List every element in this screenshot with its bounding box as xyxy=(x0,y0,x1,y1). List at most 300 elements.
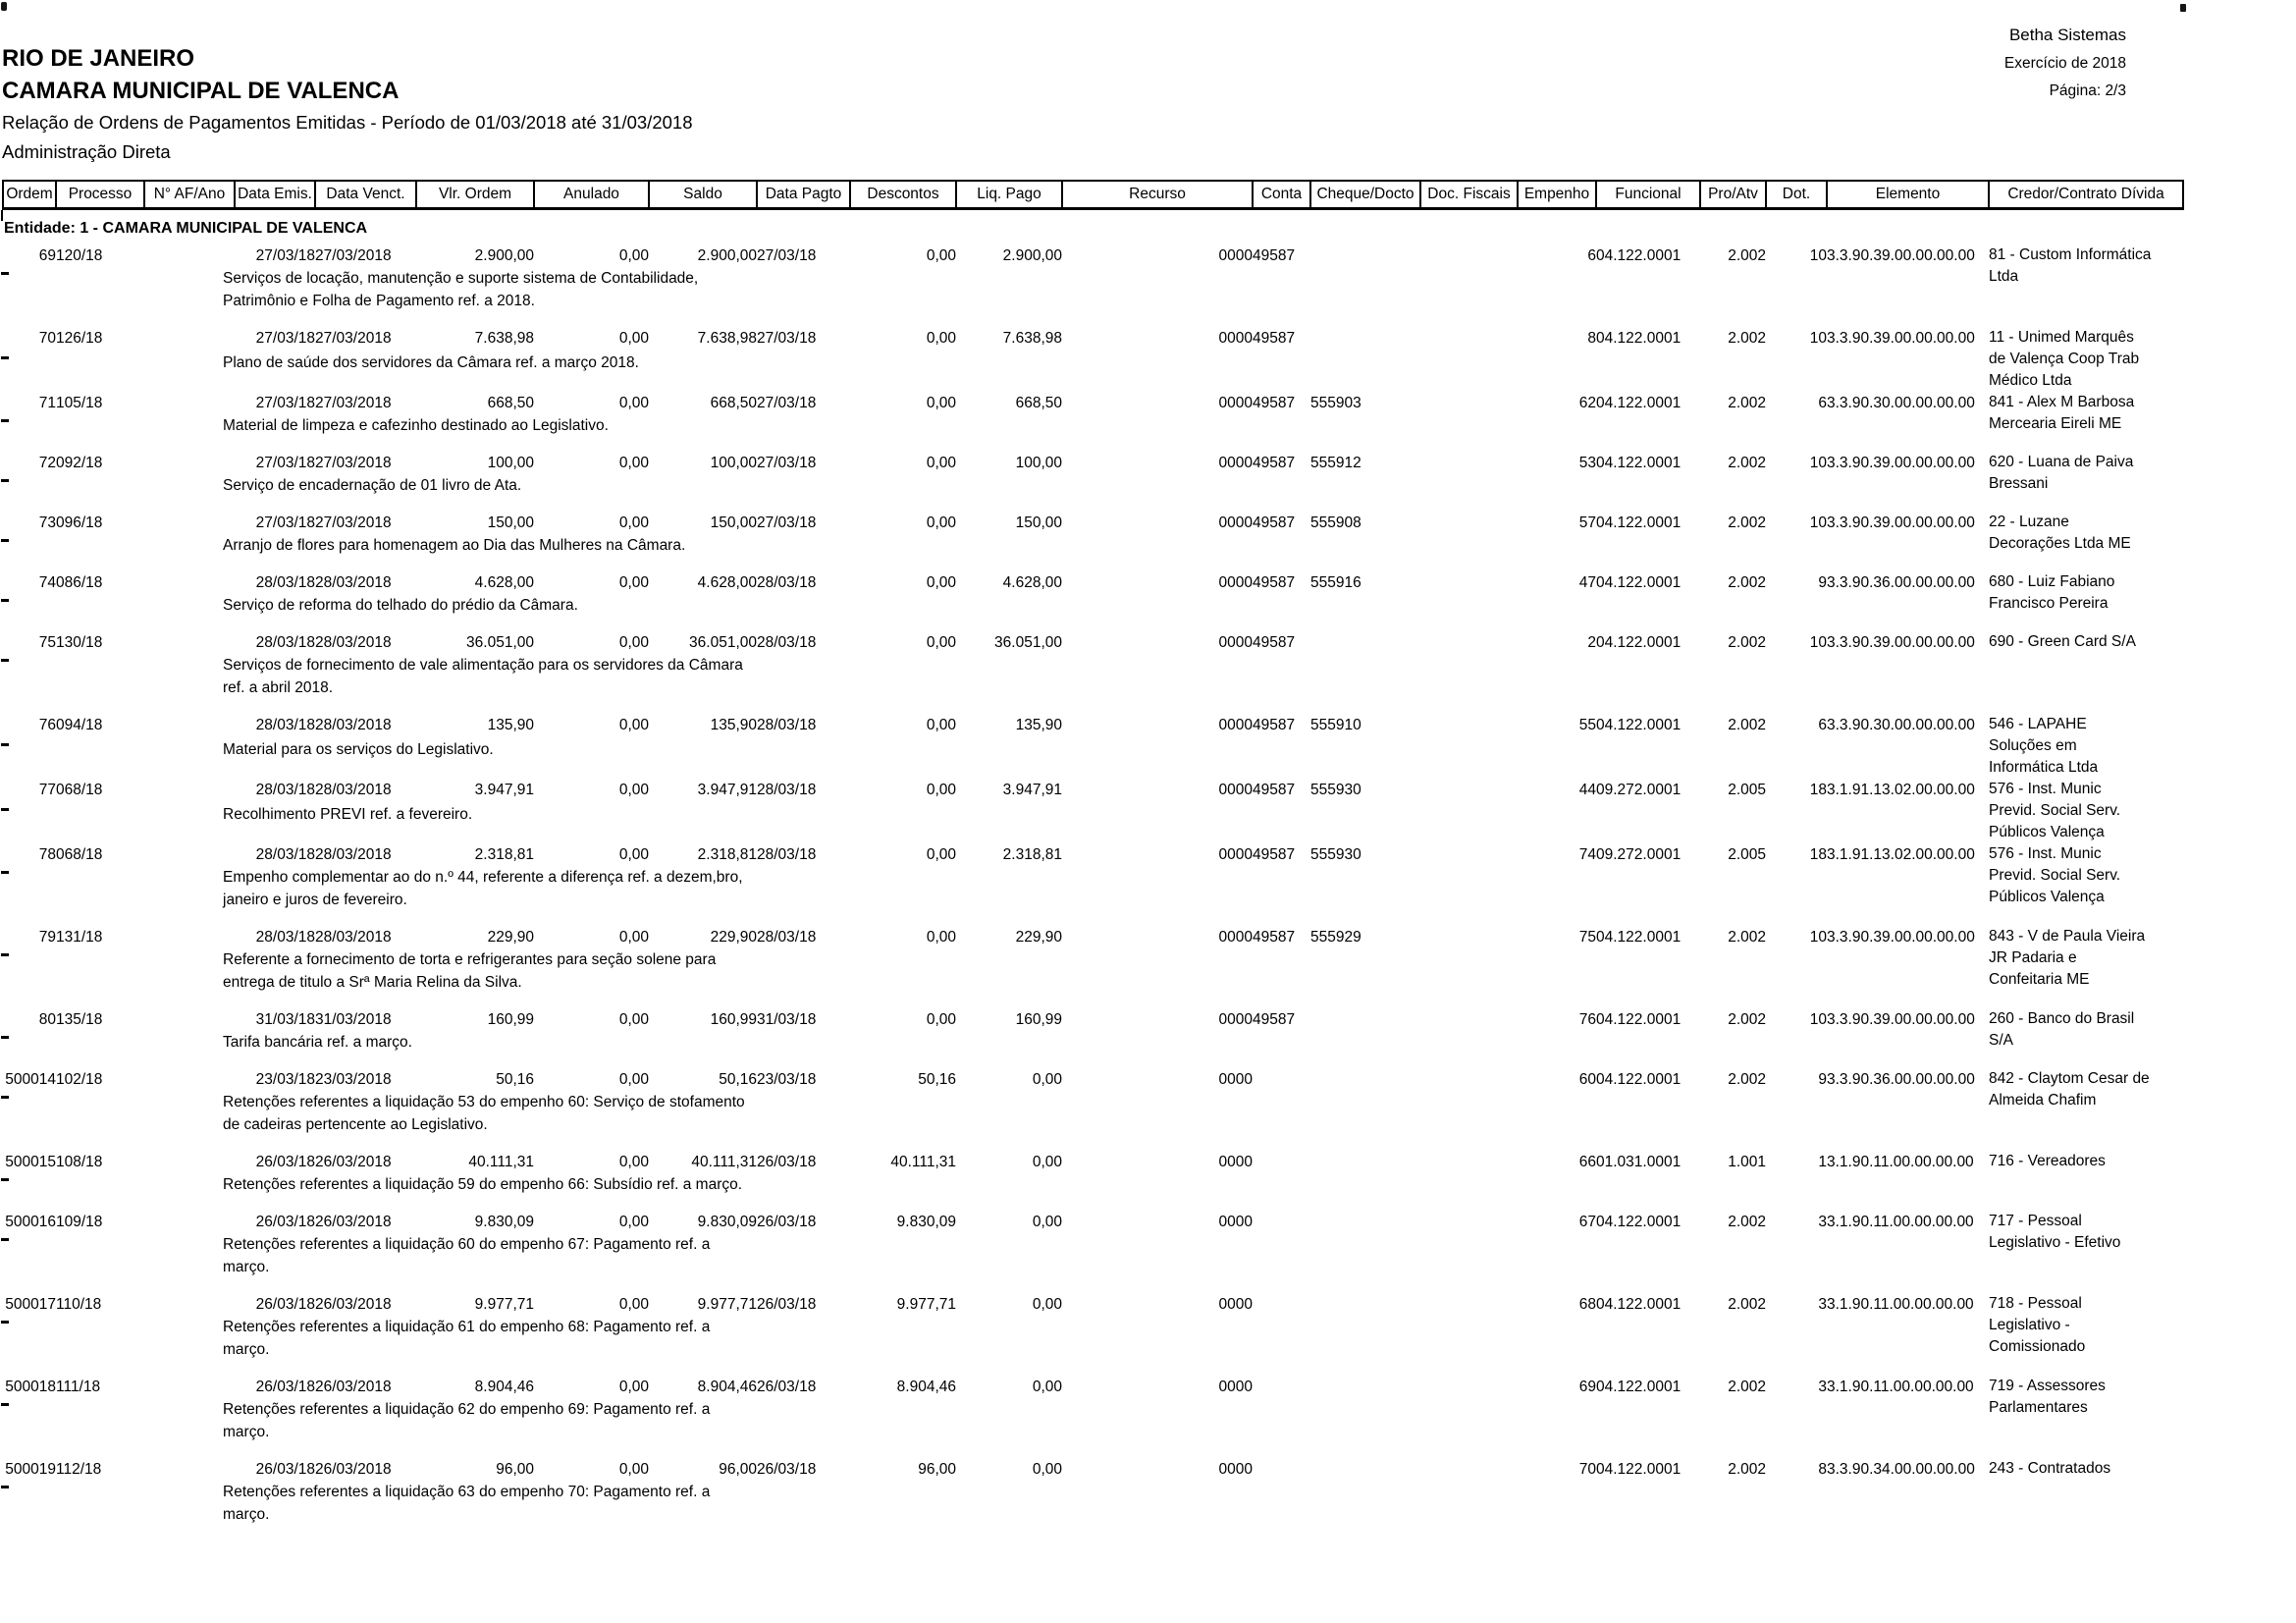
record-description-row xyxy=(3,1173,2183,1211)
cell-elemento: 3.3.90.36.00.00.00.00 xyxy=(1827,574,1975,591)
creditor-name: 576 - Inst. Munic Previd. Social Serv. Públicos Valença xyxy=(1989,781,2121,840)
header-organization: CAMARA MUNICIPAL DE VALENCA xyxy=(2,78,400,104)
cell-funcional: 04.122.0001 xyxy=(1596,1461,1682,1478)
cell-funcional: 04.122.0001 xyxy=(1596,634,1682,651)
cell-af_ano xyxy=(144,327,235,352)
cell-liq_pago: 0,00 xyxy=(1032,1154,1062,1170)
cell-empenho: 66 xyxy=(1578,1154,1596,1170)
cell-credor xyxy=(1989,512,2183,571)
cell-description xyxy=(144,1091,1989,1151)
record-description-row xyxy=(3,803,2183,843)
column-header-anulado: Anulado xyxy=(534,181,649,209)
cell-ordem: 500015 xyxy=(5,1154,56,1170)
cell-processo: 130/18 xyxy=(56,634,103,651)
creditor-name: 690 - Green Card S/A xyxy=(1989,633,2136,650)
cell-empenho: 2 xyxy=(1587,634,1596,651)
cell-anulado: 0,00 xyxy=(618,1379,649,1395)
record-description-row xyxy=(3,866,2183,926)
cell-dot: 6 xyxy=(1818,395,1827,411)
cell-dot: 10 xyxy=(1809,330,1827,347)
cell-doc_fiscais xyxy=(1420,512,1518,534)
cell-funcional: 04.122.0001 xyxy=(1596,717,1682,733)
cell-ordem: 72 xyxy=(38,455,56,471)
cell-conta xyxy=(1253,1293,1310,1316)
cell-pro_atv: 2.002 xyxy=(1728,574,1766,591)
cell-processo: 092/18 xyxy=(56,455,103,471)
cell-description xyxy=(144,948,1989,1008)
creditor-name: 716 - Vereadores xyxy=(1989,1153,2106,1169)
cell-recurso: 0000 xyxy=(1218,574,1253,591)
cell-description xyxy=(144,1481,1989,1541)
cell-data_pagto: 27/03/18 xyxy=(757,247,817,264)
cell-elemento: 3.3.90.39.00.00.00.00 xyxy=(1827,247,1975,264)
cell-data_venct: 26/03/2018 xyxy=(315,1214,392,1230)
cell-funcional: 04.122.0001 xyxy=(1596,929,1682,946)
cell-data_emis: 27/03/18 xyxy=(255,247,315,264)
vendor-name: Betha Sistemas xyxy=(2008,26,2126,44)
row-left-tick xyxy=(3,1398,144,1458)
cell-description xyxy=(144,534,1989,571)
cell-credor xyxy=(1989,452,2183,512)
cell-af_ano xyxy=(144,1068,235,1091)
cell-description xyxy=(144,352,1989,392)
cell-dot: 6 xyxy=(1818,717,1827,733)
record-description: Material para os serviços do Legislativo. xyxy=(223,740,494,758)
cell-data_pagto: 28/03/18 xyxy=(757,782,817,798)
record-description-row xyxy=(3,738,2183,779)
cell-saldo: 135,90 xyxy=(710,717,757,733)
cell-elemento: 3.1.90.11.00.00.00.00 xyxy=(1827,1379,1974,1395)
row-left-tick xyxy=(3,738,144,779)
record-description: Serviço de encadernação de 01 livro de Ata. xyxy=(223,477,522,494)
column-header-processo: Processo xyxy=(56,181,144,209)
cell-processo: 109/18 xyxy=(56,1214,103,1230)
record-description: Serviços de locação, manutenção e suporte sistema de Contabilidade, Patrimônio e Folha de Pagamento ref. a 2018. xyxy=(223,270,699,309)
cell-description xyxy=(144,1173,1989,1211)
cell-empenho: 69 xyxy=(1578,1379,1596,1395)
row-left-tick xyxy=(3,474,144,512)
cell-recurso: 0000 xyxy=(1218,1214,1253,1230)
cell-liq_pago: 2.318,81 xyxy=(1002,846,1062,863)
cell-dot: 18 xyxy=(1809,846,1827,863)
cell-processo: 112/18 xyxy=(56,1461,102,1478)
column-header-doc_fiscais: Doc. Fiscais xyxy=(1420,181,1518,209)
cell-dot: 8 xyxy=(1818,1461,1827,1478)
cell-pro_atv: 2.002 xyxy=(1728,455,1766,471)
cell-ordem: 71 xyxy=(38,395,56,411)
cell-description xyxy=(144,866,1989,926)
cell-data_emis: 26/03/18 xyxy=(255,1461,315,1478)
cell-dot: 1 xyxy=(1818,1154,1827,1170)
column-header-saldo: Saldo xyxy=(649,181,757,209)
cell-description xyxy=(144,1031,1989,1068)
cell-credor xyxy=(1989,926,2183,1008)
cell-empenho: 76 xyxy=(1578,1011,1596,1028)
cell-doc_fiscais xyxy=(1420,714,1518,738)
cell-saldo: 4.628,00 xyxy=(697,574,757,591)
record-row xyxy=(3,244,2183,267)
record-description: Retenções referentes a liquidação 59 do empenho 66: Subsídio ref. a março. xyxy=(223,1176,743,1193)
cell-ordem: 78 xyxy=(38,846,56,863)
cell-pro_atv: 2.002 xyxy=(1728,1461,1766,1478)
cell-elemento: 3.3.90.39.00.00.00.00 xyxy=(1827,514,1975,531)
cell-af_ano xyxy=(144,571,235,594)
cell-doc_fiscais xyxy=(1420,1211,1518,1233)
cell-funcional: 04.122.0001 xyxy=(1596,1214,1682,1230)
record-description: Arranjo de flores para homenagem ao Dia das Mulheres na Câmara. xyxy=(223,537,686,554)
cell-data_emis: 28/03/18 xyxy=(255,574,315,591)
cell-processo: 110/18 xyxy=(56,1296,102,1313)
creditor-name: 843 - V de Paula Vieira JR Padaria e Confeitaria ME xyxy=(1989,928,2146,988)
cell-data_pagto: 28/03/18 xyxy=(757,846,817,863)
cell-saldo: 50,16 xyxy=(719,1071,757,1088)
record-description: Empenho complementar ao do n.º 44, referente a diferença ref. a dezem,bro, janeiro e juros de fevereiro. xyxy=(223,869,743,908)
cell-credor xyxy=(1989,1458,2183,1541)
cell-descontos: 0,00 xyxy=(926,574,956,591)
cell-empenho: 55 xyxy=(1578,717,1596,733)
cell-data_emis: 28/03/18 xyxy=(255,782,315,798)
cell-liq_pago: 100,00 xyxy=(1015,455,1062,471)
cell-processo: 105/18 xyxy=(56,395,103,411)
cell-conta xyxy=(1253,1376,1310,1398)
cell-data_venct: 27/03/2018 xyxy=(315,514,392,531)
cell-af_ano xyxy=(144,1008,235,1031)
cell-pro_atv: 2.002 xyxy=(1728,1296,1766,1313)
page-number: Página: 2/3 xyxy=(2049,82,2126,99)
cell-elemento: 3.3.90.36.00.00.00.00 xyxy=(1827,1071,1975,1088)
record-description: Serviço de reforma do telhado do prédio da Câmara. xyxy=(223,597,578,614)
cell-dot: 10 xyxy=(1809,514,1827,531)
cell-ordem: 73 xyxy=(38,514,56,531)
record-description-row xyxy=(3,948,2183,1008)
cell-empenho: 70 xyxy=(1578,1461,1596,1478)
cell-anulado: 0,00 xyxy=(618,846,649,863)
cell-data_venct: 28/03/2018 xyxy=(315,846,392,863)
cell-data_venct: 28/03/2018 xyxy=(315,929,392,946)
cell-data_emis: 26/03/18 xyxy=(255,1214,315,1230)
cell-empenho: 68 xyxy=(1578,1296,1596,1313)
cell-saldo: 100,00 xyxy=(710,455,757,471)
cell-recurso: 0000 xyxy=(1218,1071,1253,1088)
cell-doc_fiscais xyxy=(1420,327,1518,352)
cell-saldo: 2.900,00 xyxy=(697,247,757,264)
cell-saldo: 40.111,31 xyxy=(691,1154,757,1170)
cell-data_pagto: 28/03/18 xyxy=(757,929,817,946)
cell-descontos: 0,00 xyxy=(926,846,956,863)
cell-conta: 49587 xyxy=(1253,634,1296,651)
cell-conta: 49587 xyxy=(1253,455,1296,471)
cell-ordem: 77 xyxy=(38,782,56,798)
cell-af_ano xyxy=(144,926,235,948)
cell-funcional: 04.122.0001 xyxy=(1596,1296,1682,1313)
cell-credor xyxy=(1989,631,2183,714)
cell-funcional: 04.122.0001 xyxy=(1596,1011,1682,1028)
cell-data_venct: 27/03/2018 xyxy=(315,455,392,471)
row-left-tick xyxy=(3,534,144,571)
cell-processo: 068/18 xyxy=(56,846,103,863)
cell-ordem: 76 xyxy=(38,717,56,733)
cell-conta: 49587 xyxy=(1253,846,1296,863)
cell-data_pagto: 26/03/18 xyxy=(757,1461,817,1478)
cell-dot: 10 xyxy=(1809,247,1827,264)
column-header-credor: Credor/Contrato Dívida xyxy=(1989,181,2183,209)
cell-description xyxy=(144,1233,1989,1293)
cell-data_pagto: 23/03/18 xyxy=(757,1071,817,1088)
cell-dot: 10 xyxy=(1809,634,1827,651)
record-row xyxy=(3,452,2183,474)
row-left-tick xyxy=(3,1031,144,1068)
cell-conta xyxy=(1253,1068,1310,1091)
cell-dot: 9 xyxy=(1818,574,1827,591)
cell-processo: 126/18 xyxy=(56,330,103,347)
cell-af_ano xyxy=(144,392,235,414)
record-row xyxy=(3,1151,2183,1173)
record-row xyxy=(3,1458,2183,1481)
cell-processo: 086/18 xyxy=(56,574,103,591)
column-header-pro_atv: Pro/Atv xyxy=(1700,181,1766,209)
cell-conta xyxy=(1253,1211,1310,1233)
cell-cheque: 555912 xyxy=(1310,455,1362,471)
row-left-tick xyxy=(3,803,144,843)
cell-data_pagto: 28/03/18 xyxy=(757,574,817,591)
cell-data_emis: 28/03/18 xyxy=(255,634,315,651)
column-header-cheque: Cheque/Docto xyxy=(1310,181,1420,209)
creditor-name: 576 - Inst. Munic Previd. Social Serv. Públicos Valença xyxy=(1989,845,2121,905)
creditor-name: 717 - Pessoal Legislativo - Efetivo xyxy=(1989,1213,2121,1251)
record-description: Retenções referentes a liquidação 61 do empenho 68: Pagamento ref. a março. xyxy=(223,1319,711,1358)
cell-anulado: 0,00 xyxy=(618,395,649,411)
cell-liq_pago: 7.638,98 xyxy=(1002,330,1062,347)
cell-liq_pago: 135,90 xyxy=(1015,717,1062,733)
record-description-row xyxy=(3,1233,2183,1293)
cell-saldo: 150,00 xyxy=(710,514,757,531)
row-left-tick xyxy=(3,1481,144,1541)
creditor-name: 11 - Unimed Marquês de Valença Coop Trab Médico Ltda xyxy=(1989,329,2140,389)
cell-doc_fiscais xyxy=(1420,392,1518,414)
cell-description xyxy=(144,414,1989,452)
cell-empenho: 62 xyxy=(1578,395,1596,411)
cell-dot: 3 xyxy=(1818,1379,1827,1395)
cell-anulado: 0,00 xyxy=(618,455,649,471)
cell-funcional: 04.122.0001 xyxy=(1596,247,1682,264)
record-description-row xyxy=(3,352,2183,392)
cell-pro_atv: 1.001 xyxy=(1728,1154,1766,1170)
cell-empenho: 60 xyxy=(1578,1071,1596,1088)
cell-ordem: 70 xyxy=(38,330,56,347)
cell-dot: 10 xyxy=(1809,1011,1827,1028)
cell-recurso: 0000 xyxy=(1218,846,1253,863)
cell-processo: 102/18 xyxy=(56,1071,103,1088)
cell-anulado: 0,00 xyxy=(618,1071,649,1088)
cell-vlr_ordem: 3.947,91 xyxy=(474,782,534,798)
creditor-name: 620 - Luana de Paiva Bressani xyxy=(1989,454,2134,492)
cell-credor xyxy=(1989,1068,2183,1151)
payment-orders-table xyxy=(2,180,2184,1541)
cell-descontos: 8.904,46 xyxy=(896,1379,956,1395)
cell-descontos: 0,00 xyxy=(926,782,956,798)
cell-cheque xyxy=(1310,1151,1420,1173)
cell-dot: 9 xyxy=(1818,1071,1827,1088)
cell-cheque: 555916 xyxy=(1310,574,1362,591)
cell-processo: 068/18 xyxy=(56,782,103,798)
cell-processo: 135/18 xyxy=(56,1011,103,1028)
cell-processo: 120/18 xyxy=(56,247,103,264)
cell-liq_pago: 0,00 xyxy=(1032,1461,1062,1478)
cell-af_ano xyxy=(144,631,235,654)
cell-recurso: 0000 xyxy=(1218,782,1253,798)
cell-conta xyxy=(1253,1151,1310,1173)
cell-data_pagto: 28/03/18 xyxy=(757,634,817,651)
cell-description xyxy=(144,267,1989,327)
cell-vlr_ordem: 9.830,09 xyxy=(474,1214,534,1230)
cell-elemento: 3.3.90.39.00.00.00.00 xyxy=(1827,929,1975,946)
cell-anulado: 0,00 xyxy=(618,247,649,264)
cell-descontos: 0,00 xyxy=(926,247,956,264)
cell-dot: 18 xyxy=(1809,782,1827,798)
cell-anulado: 0,00 xyxy=(618,1154,649,1170)
cell-conta: 49587 xyxy=(1253,574,1296,591)
cell-credor xyxy=(1989,392,2183,452)
cell-empenho: 6 xyxy=(1587,247,1596,264)
cell-descontos: 9.830,09 xyxy=(896,1214,956,1230)
record-row xyxy=(3,327,2183,352)
cell-data_pagto: 26/03/18 xyxy=(757,1214,817,1230)
record-description: Tarifa bancária ref. a março. xyxy=(223,1034,412,1051)
record-row xyxy=(3,779,2183,803)
cell-vlr_ordem: 36.051,00 xyxy=(466,634,534,651)
cell-doc_fiscais xyxy=(1420,1293,1518,1316)
cell-description xyxy=(144,474,1989,512)
cell-doc_fiscais xyxy=(1420,1008,1518,1031)
cell-data_pagto: 31/03/18 xyxy=(757,1011,817,1028)
cell-anulado: 0,00 xyxy=(618,330,649,347)
record-row xyxy=(3,1008,2183,1031)
cell-vlr_ordem: 8.904,46 xyxy=(474,1379,534,1395)
cell-data_pagto: 28/03/18 xyxy=(757,717,817,733)
cell-anulado: 0,00 xyxy=(618,634,649,651)
row-left-tick xyxy=(3,1233,144,1293)
record-row xyxy=(3,714,2183,738)
record-description: Plano de saúde dos servidores da Câmara ref. a março 2018. xyxy=(223,353,639,371)
cell-anulado: 0,00 xyxy=(618,717,649,733)
cell-af_ano xyxy=(144,452,235,474)
cell-anulado: 0,00 xyxy=(618,1214,649,1230)
cell-cheque xyxy=(1310,327,1420,352)
cell-liq_pago: 229,90 xyxy=(1015,929,1062,946)
cell-pro_atv: 2.002 xyxy=(1728,1214,1766,1230)
cell-doc_fiscais xyxy=(1420,926,1518,948)
cell-recurso: 0000 xyxy=(1218,1154,1253,1170)
cell-funcional: 04.122.0001 xyxy=(1596,574,1682,591)
cell-description xyxy=(144,654,1989,714)
column-header-funcional: Funcional xyxy=(1596,181,1700,209)
cell-liq_pago: 0,00 xyxy=(1032,1214,1062,1230)
cell-cheque xyxy=(1310,1068,1420,1091)
cell-doc_fiscais xyxy=(1420,631,1518,654)
column-header-data_venct: Data Venct. xyxy=(315,181,416,209)
cell-cheque: 555930 xyxy=(1310,782,1362,798)
cell-af_ano xyxy=(144,843,235,866)
cell-ordem: 69 xyxy=(38,247,56,264)
cell-descontos: 40.111,31 xyxy=(890,1154,956,1170)
cell-empenho: 74 xyxy=(1578,846,1596,863)
cell-data_venct: 27/03/2018 xyxy=(315,330,392,347)
cell-descontos: 0,00 xyxy=(926,330,956,347)
cell-cheque xyxy=(1310,1293,1420,1316)
row-left-tick xyxy=(3,414,144,452)
cell-saldo: 9.977,71 xyxy=(697,1296,757,1313)
cell-saldo: 8.904,46 xyxy=(697,1379,757,1395)
cell-ordem: 75 xyxy=(38,634,56,651)
cell-conta: 49587 xyxy=(1253,1011,1296,1028)
cell-doc_fiscais xyxy=(1420,843,1518,866)
cell-data_emis: 23/03/18 xyxy=(255,1071,315,1088)
row-left-tick xyxy=(3,594,144,631)
cell-doc_fiscais xyxy=(1420,779,1518,803)
cell-dot: 3 xyxy=(1818,1214,1827,1230)
cell-recurso: 0000 xyxy=(1218,1011,1253,1028)
cell-vlr_ordem: 135,90 xyxy=(487,717,534,733)
cell-saldo: 36.051,00 xyxy=(689,634,757,651)
cell-empenho: 57 xyxy=(1578,514,1596,531)
column-header-recurso: Recurso xyxy=(1062,181,1253,209)
cell-cheque xyxy=(1310,244,1420,267)
cell-descontos: 0,00 xyxy=(926,395,956,411)
report-admin-scope: Administração Direta xyxy=(2,141,171,162)
cell-saldo: 3.947,91 xyxy=(697,782,757,798)
entity-line: Entidade: 1 - CAMARA MUNICIPAL DE VALENCA xyxy=(3,209,2183,245)
cell-processo: 094/18 xyxy=(56,717,103,733)
cell-conta: 49587 xyxy=(1253,929,1296,946)
row-left-tick xyxy=(3,1173,144,1211)
cell-ordem: 500019 xyxy=(5,1461,56,1478)
cell-elemento: 3.1.91.13.02.00.00.00 xyxy=(1827,846,1975,863)
cell-descontos: 0,00 xyxy=(926,455,956,471)
record-row xyxy=(3,1211,2183,1233)
cell-elemento: 3.1.90.11.00.00.00.00 xyxy=(1827,1296,1974,1313)
cell-elemento: 3.3.90.30.00.00.00.00 xyxy=(1827,395,1975,411)
cell-vlr_ordem: 50,16 xyxy=(496,1071,534,1088)
cell-liq_pago: 4.628,00 xyxy=(1002,574,1062,591)
record-row xyxy=(3,512,2183,534)
cell-anulado: 0,00 xyxy=(618,514,649,531)
cell-data_venct: 26/03/2018 xyxy=(315,1154,392,1170)
column-header-vlr_ordem: Vlr. Ordem xyxy=(416,181,534,209)
cell-recurso: 0000 xyxy=(1218,1461,1253,1478)
cell-processo: 108/18 xyxy=(56,1154,103,1170)
cell-empenho: 75 xyxy=(1578,929,1596,946)
cell-processo: 131/18 xyxy=(56,929,103,946)
cell-funcional: 09.272.0001 xyxy=(1596,846,1682,863)
cell-data_emis: 27/03/18 xyxy=(255,330,315,347)
cell-ordem: 500014 xyxy=(5,1071,56,1088)
cell-pro_atv: 2.002 xyxy=(1728,1071,1766,1088)
cell-pro_atv: 2.002 xyxy=(1728,247,1766,264)
cell-saldo: 9.830,09 xyxy=(697,1214,757,1230)
cell-data_emis: 26/03/18 xyxy=(255,1296,315,1313)
row-left-tick xyxy=(3,654,144,714)
cell-af_ano xyxy=(144,512,235,534)
cell-saldo: 2.318,81 xyxy=(697,846,757,863)
cell-data_emis: 31/03/18 xyxy=(255,1011,315,1028)
cell-vlr_ordem: 100,00 xyxy=(487,455,534,471)
row-left-tick xyxy=(3,267,144,327)
cell-liq_pago: 0,00 xyxy=(1032,1379,1062,1395)
record-row xyxy=(3,392,2183,414)
creditor-name: 842 - Claytom Cesar de Almeida Chafim xyxy=(1989,1070,2150,1109)
record-description: Retenções referentes a liquidação 53 do empenho 60: Serviço de stofamento de cadeiras pertencente ao Legislativo. xyxy=(223,1094,745,1133)
cell-elemento: 3.3.90.39.00.00.00.00 xyxy=(1827,455,1975,471)
